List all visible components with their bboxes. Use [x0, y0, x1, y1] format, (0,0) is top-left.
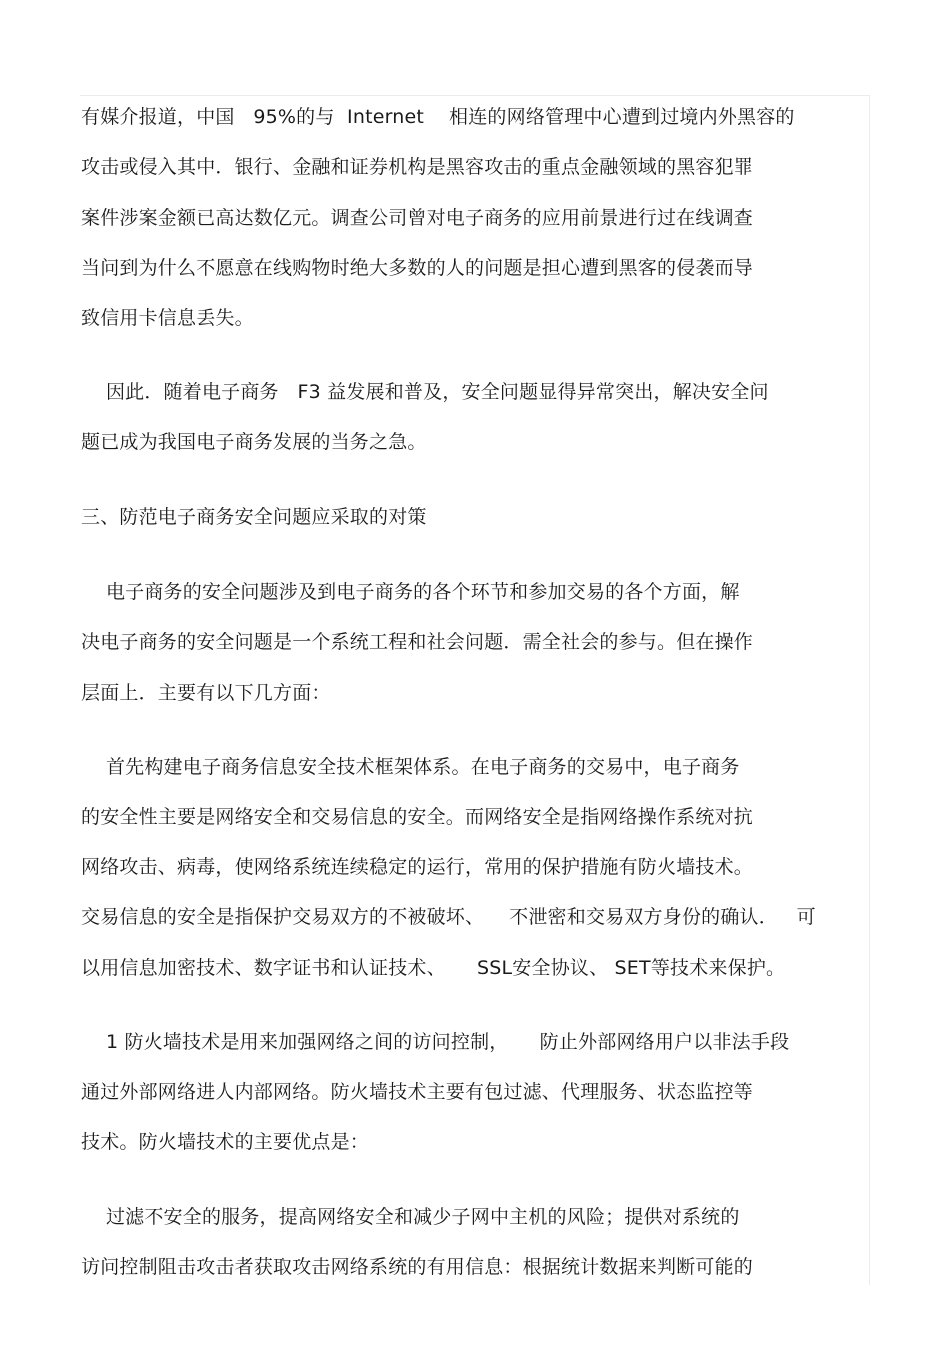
text-line: 电子商务的安全问题涉及到电子商务的各个环节和参加交易的各个方面，解 [81, 581, 740, 603]
page-border-top [80, 95, 870, 96]
page-border-right [869, 95, 870, 1285]
text-line: 技术。防火墙技术的主要优点是： [81, 1131, 370, 1153]
text-line: 通过外部网络进人内部网络。防火墙技术主要有包过滤、代理服务、状态监控等 [81, 1081, 754, 1103]
text-line: 1 防火墙技术是用来加强网络之间的访问控制， 防止外部网络用户以非法手段 [81, 1031, 790, 1053]
text-line: 访问控制阻击攻击者获取攻击网络系统的有用信息：根据统计数据来判断可能的 [81, 1256, 754, 1278]
text-line: 当问到为什么不愿意在线购物时绝大多数的人的问题是担心遭到黑客的侵袭而导 [81, 257, 754, 279]
text-line: 层面上．主要有以下几方面： [81, 682, 331, 704]
text-line: 首先构建电子商务信息安全技术框架体系。在电子商务的交易中，电子商务 [81, 756, 740, 778]
text-line: 攻击或侵入其中．银行、金融和证券机构是黑容攻击的重点金融领域的黑容犯罪 [81, 156, 754, 178]
text-line: 的安全性主要是网络安全和交易信息的安全。而网络安全是指网络操作系统对抗 [81, 806, 754, 828]
section-heading: 三、防范电子商务安全问题应采取的对策 [81, 506, 427, 528]
text-line: 案件涉案金额已高达数亿元。调查公司曾对电子商务的应用前景进行过在线调查 [81, 207, 754, 229]
text-line: 交易信息的安全是指保护交易双方的不被破坏、 不泄密和交易双方身份的确认． 可 [81, 906, 816, 928]
text-line: 以用信息加密技术、数字证书和认证技术、 SSL安全协议、 SET等技术来保护。 [81, 957, 786, 979]
text-line: 过滤不安全的服务，提高网络安全和减少子网中主机的风险；提供对系统的 [81, 1206, 740, 1228]
text-line: 题已成为我国电子商务发展的当务之急。 [81, 431, 427, 453]
text-line: 因此．随着电子商务 F3 益发展和普及，安全问题显得异常突出，解决安全问 [81, 381, 769, 403]
text-line: 网络攻击、病毒，使网络系统连续稳定的运行，常用的保护措施有防火墙技术。 [81, 856, 754, 878]
text-line: 有媒介报道，中国 95%的与 Internet 相连的网络管理中心遭到过境内外黑容的 [81, 106, 795, 128]
text-line: 致信用卡信息丢失。 [81, 307, 254, 329]
text-line: 决电子商务的安全问题是一个系统工程和社会问题．需全社会的参与。但在操作 [81, 631, 754, 653]
